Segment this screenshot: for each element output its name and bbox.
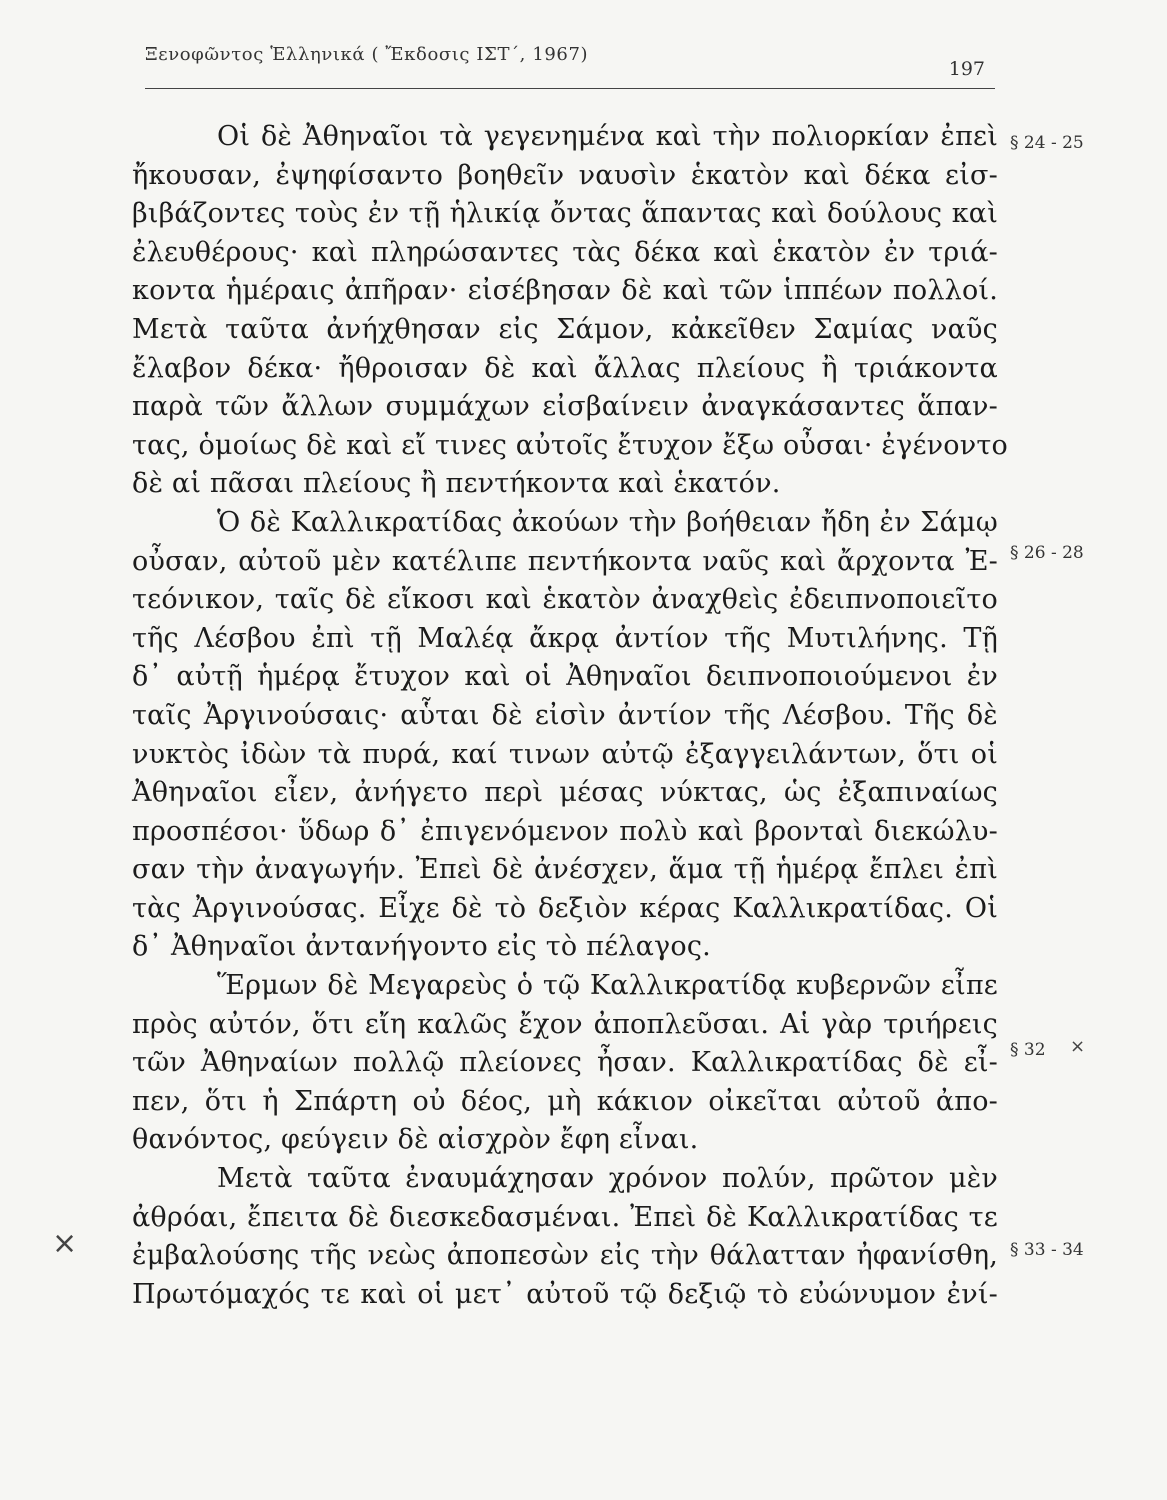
handwritten-cross-mark: × — [52, 1226, 78, 1261]
body-text — [132, 118, 1008, 1314]
text-line: ἐμβαλούσης τῆς νεὼς ἀποπεσὼν εἰς τὴν θάλατταν ἠφανίσθη, — [132, 1240, 998, 1272]
text-line: πεν, ὅτι ἡ Σπάρτη οὐ δέος, μὴ κάκιον οἰκεῖται αὐτοῦ ἀπο- — [132, 1085, 998, 1117]
header-rule — [145, 88, 995, 89]
text-line: Μετὰ ταῦτα ἀνήχθησαν εἰς Σάμον, κἀκεῖθεν Σαμίας ναῦς — [132, 313, 998, 345]
text-line: προσπέσοι· ὕδωρ δ᾽ ἐπιγενόμενον πολὺ καὶ βρονταὶ διεκώλυ- — [132, 815, 998, 847]
text-line: ταῖς Ἀργινούσαις· αὗται δὲ εἰσὶν ἀντίον τῆς Λέσβου. Τῆς δὲ — [132, 699, 998, 731]
text-line: τεόνικον, ταῖς δὲ εἴκοσι καὶ ἑκατὸν ἀναχθεὶς ἐδειπνοποιεῖτο — [132, 584, 998, 616]
text-line: Πρωτόμαχός τε καὶ οἱ μετ᾽ αὐτοῦ τῷ δεξιῷ τὸ εὐώνυμον ἐνί- — [132, 1278, 998, 1310]
text-line: Οἱ δὲ Ἀθηναῖοι τὰ γεγενημένα καὶ τὴν πολιορκίαν ἐπεὶ — [217, 121, 998, 152]
text-line: παρὰ τῶν ἄλλων συμμάχων εἰσβαίνειν ἀναγκάσαντες ἅπαν- — [132, 391, 998, 423]
text-line: δ᾽ Ἀθηναῖοι ἀντανήγοντο εἰς τὸ πέλαγος. — [132, 931, 711, 963]
text-line: νυκτὸς ἰδὼν τὰ πυρά, καί τινων αὐτῷ ἐξαγγειλάντων, ὅτι οἱ — [132, 738, 998, 770]
text-line: δὲ αἱ πᾶσαι πλείους ἢ πεντήκοντα καὶ ἑκατόν. — [132, 468, 781, 500]
text-line: ἔλαβον δέκα· ἤθροισαν δὲ καὶ ἄλλας πλείους ἢ τριάκοντα — [132, 352, 998, 384]
margin-section-ref: § 32 — [1010, 1040, 1046, 1060]
handwritten-cross-mark: × — [1070, 1036, 1086, 1057]
text-line: ἐλευθέρους· καὶ πληρώσαντες τὰς δέκα καὶ ἑκατὸν ἐν τριά- — [132, 236, 998, 268]
text-line: τὰς Ἀργινούσας. Εἶχε δὲ τὸ δεξιὸν κέρας Καλλικρατίδας. Οἱ — [132, 892, 998, 924]
margin-section-ref: § 33 - 34 — [1010, 1240, 1084, 1260]
text-line: βιβάζοντες τοὺς ἐν τῇ ἡλικίᾳ ὄντας ἅπαντας καὶ δούλους καὶ — [132, 198, 998, 230]
text-line: θανόντος, φεύγειν δὲ αἰσχρὸν ἔφη εἶναι. — [132, 1124, 699, 1156]
margin-section-ref: § 24 - 25 — [1010, 133, 1084, 153]
text-line: Ἀθηναῖοι εἶεν, ἀνήγετο περὶ μέσας νύκτας, ὡς ἐξαπιναίως — [132, 777, 998, 809]
text-line: Ὁ δὲ Καλλικρατίδας ἀκούων τὴν βοήθειαν ἤδη ἐν Σάμῳ — [217, 506, 998, 538]
text-line: τῆς Λέσβου ἐπὶ τῇ Μαλέᾳ ἄκρᾳ ἀντίον τῆς Μυτιλήνης. Τῇ — [132, 622, 998, 654]
text-line: τας, ὁμοίως δὲ καὶ εἴ τινες αὐτοῖς ἔτυχον ἔξω οὖσαι· ἐγένοντο — [132, 429, 1008, 461]
text-line: σαν τὴν ἀναγωγήν. Ἐπεὶ δὲ ἀνέσχεν, ἅμα τῇ ἡμέρᾳ ἔπλει ἐπὶ — [132, 854, 998, 886]
text-line: Ἕρμων δὲ Μεγαρεὺς ὁ τῷ Καλλικρατίδᾳ κυβερνῶν εἶπε — [217, 970, 998, 1002]
text-line: οὖσαν, αὐτοῦ μὲν κατέλιπε πεντήκοντα ναῦς καὶ ἄρχοντα Ἐ- — [132, 545, 998, 577]
page-number: 197 — [948, 58, 985, 80]
text-line: Μετὰ ταῦτα ἐναυμάχησαν χρόνον πολύν, πρῶτον μὲν — [217, 1163, 998, 1195]
text-line: ἤκουσαν, ἐψηφίσαντο βοηθεῖν ναυσὶν ἑκατὸν καὶ δέκα εἰσ- — [132, 159, 998, 191]
text-line: δ᾽ αὐτῇ ἡμέρᾳ ἔτυχον καὶ οἱ Ἀθηναῖοι δειπνοποιούμενοι ἐν — [132, 661, 998, 693]
text-line: κοντα ἡμέραις ἀπῆραν· εἰσέβησαν δὲ καὶ τῶν ἱππέων πολλοί. — [132, 275, 998, 307]
text-line: τῶν Ἀθηναίων πολλῷ πλείονες ἦσαν. Καλλικρατίδας δὲ εἶ- — [132, 1047, 998, 1079]
header-title: Ξενοφῶντος Ἑλληνικά ( Ἔκδοσις ΙΣΤ΄, 1967) — [145, 44, 589, 65]
text-line: ἀθρόαι, ἔπειτα δὲ διεσκεδασμέναι. Ἐπεὶ δὲ Καλλικρατίδας τε — [132, 1201, 998, 1233]
running-header — [145, 44, 995, 84]
margin-section-ref: § 26 - 28 — [1010, 543, 1084, 563]
text-line: πρὸς αὐτόν, ὅτι εἴη καλῶς ἔχον ἀποπλεῦσαι. Αἱ γὰρ τριήρεις — [132, 1008, 998, 1040]
